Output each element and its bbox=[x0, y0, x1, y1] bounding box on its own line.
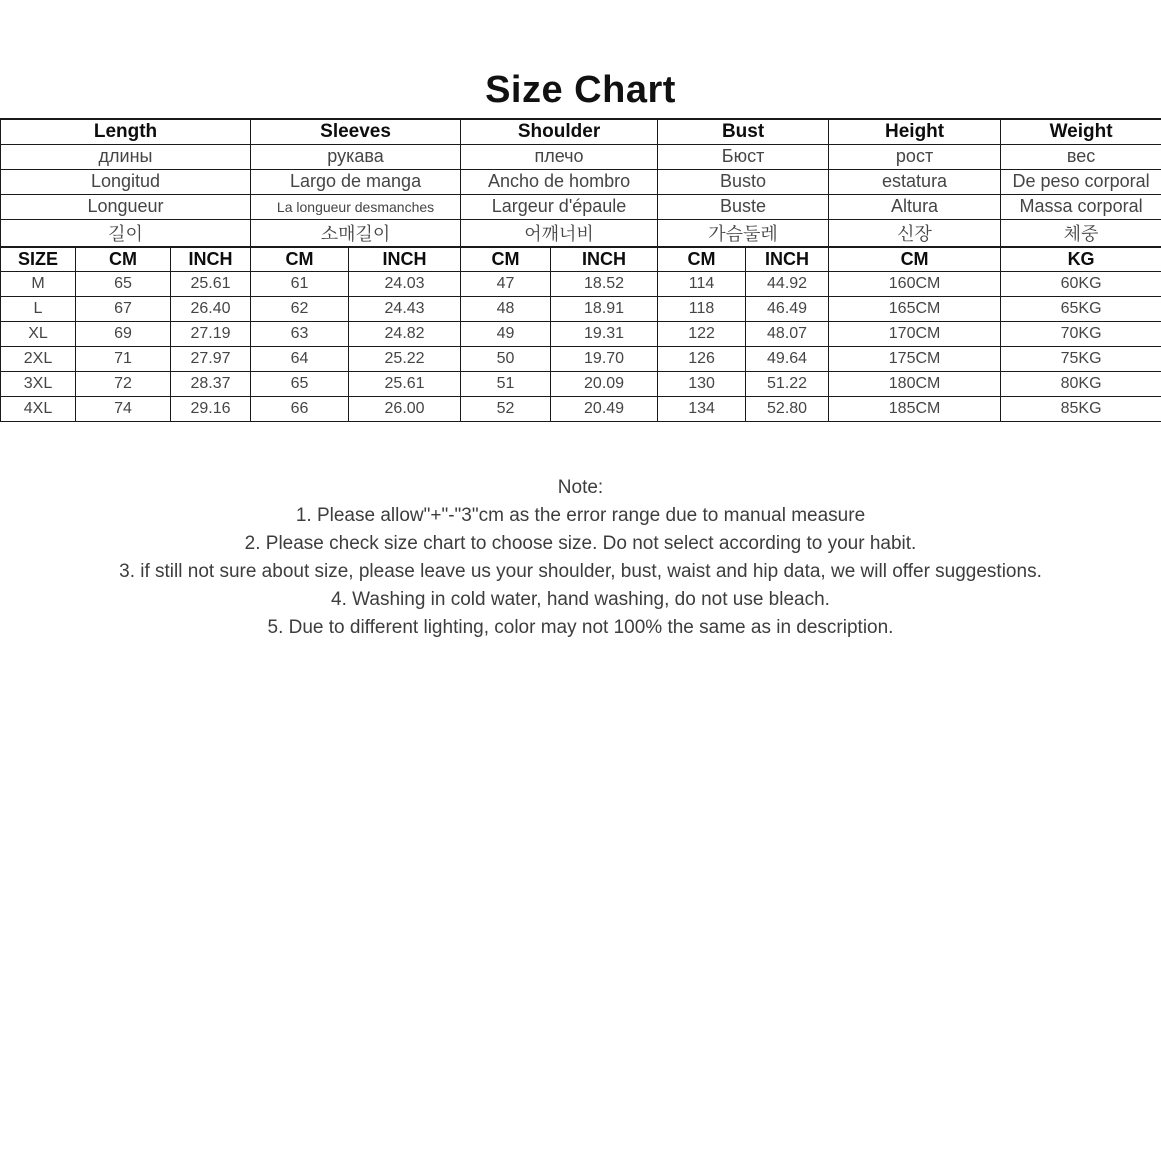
value-cell: 24.82 bbox=[349, 322, 461, 347]
header-cell: Buste bbox=[658, 194, 829, 219]
header-cell: Бюст bbox=[658, 144, 829, 169]
header-cell: плечо bbox=[461, 144, 658, 169]
value-cell: 85KG bbox=[1001, 397, 1161, 422]
value-cell: 62 bbox=[251, 297, 349, 322]
value-cell: 51.22 bbox=[746, 372, 829, 397]
unit-cell: CM bbox=[251, 247, 349, 272]
unit-cell-size: SIZE bbox=[1, 247, 76, 272]
value-cell: 175CM bbox=[829, 347, 1001, 372]
header-cell-shoulder: Shoulder bbox=[461, 119, 658, 144]
size-label-cell: 4XL bbox=[1, 397, 76, 422]
value-cell: 52 bbox=[461, 397, 551, 422]
table-row-size-3xl bbox=[1, 372, 1161, 397]
unit-cell: CM bbox=[658, 247, 746, 272]
value-cell: 66 bbox=[251, 397, 349, 422]
page-title: Size Chart bbox=[485, 69, 676, 111]
table-row-size-m bbox=[1, 272, 1161, 297]
table-row-size-xl bbox=[1, 322, 1161, 347]
value-cell: 19.70 bbox=[551, 347, 658, 372]
header-cell: 가슴둘레 bbox=[658, 219, 829, 247]
value-cell: 75KG bbox=[1001, 347, 1161, 372]
header-cell-height: Height bbox=[829, 119, 1001, 144]
value-cell: 114 bbox=[658, 272, 746, 297]
value-cell: 71 bbox=[76, 347, 171, 372]
note-line: 4. Washing in cold water, hand washing, do not use bleach. bbox=[331, 589, 830, 610]
header-cell-sleeves: Sleeves bbox=[251, 119, 461, 144]
value-cell: 20.49 bbox=[551, 397, 658, 422]
value-cell: 65 bbox=[76, 272, 171, 297]
value-cell: 48.07 bbox=[746, 322, 829, 347]
header-cell: La longueur desmanches bbox=[251, 194, 461, 219]
unit-cell: CM bbox=[829, 247, 1001, 272]
header-cell: Altura bbox=[829, 194, 1001, 219]
value-cell: 24.03 bbox=[349, 272, 461, 297]
header-cell-bust: Bust bbox=[658, 119, 829, 144]
value-cell: 72 bbox=[76, 372, 171, 397]
header-cell: длины bbox=[1, 144, 251, 169]
table-row-header-spanish bbox=[1, 169, 1161, 194]
unit-cell: INCH bbox=[746, 247, 829, 272]
value-cell: 74 bbox=[76, 397, 171, 422]
table-row-header-korean bbox=[1, 219, 1161, 247]
unit-cell: CM bbox=[461, 247, 551, 272]
header-cell: 체중 bbox=[1001, 219, 1161, 247]
size-chart-table bbox=[0, 118, 1161, 422]
header-cell: Longueur bbox=[1, 194, 251, 219]
value-cell: 46.49 bbox=[746, 297, 829, 322]
value-cell: 122 bbox=[658, 322, 746, 347]
value-cell: 118 bbox=[658, 297, 746, 322]
value-cell: 29.16 bbox=[171, 397, 251, 422]
header-cell: estatura bbox=[829, 169, 1001, 194]
value-cell: 60KG bbox=[1001, 272, 1161, 297]
value-cell: 26.00 bbox=[349, 397, 461, 422]
value-cell: 180CM bbox=[829, 372, 1001, 397]
value-cell: 28.37 bbox=[171, 372, 251, 397]
value-cell: 49.64 bbox=[746, 347, 829, 372]
notes-block bbox=[0, 474, 1161, 642]
header-cell: Longitud bbox=[1, 169, 251, 194]
size-label-cell: XL bbox=[1, 322, 76, 347]
table-row-header-french bbox=[1, 194, 1161, 219]
size-label-cell: L bbox=[1, 297, 76, 322]
value-cell: 52.80 bbox=[746, 397, 829, 422]
value-cell: 130 bbox=[658, 372, 746, 397]
size-label-cell: 2XL bbox=[1, 347, 76, 372]
value-cell: 24.43 bbox=[349, 297, 461, 322]
unit-cell: CM bbox=[76, 247, 171, 272]
unit-cell: KG bbox=[1001, 247, 1161, 272]
unit-cell: INCH bbox=[349, 247, 461, 272]
header-cell: De peso corporal bbox=[1001, 169, 1161, 194]
value-cell: 48 bbox=[461, 297, 551, 322]
value-cell: 80KG bbox=[1001, 372, 1161, 397]
unit-cell: INCH bbox=[171, 247, 251, 272]
value-cell: 185CM bbox=[829, 397, 1001, 422]
value-cell: 25.22 bbox=[349, 347, 461, 372]
value-cell: 170CM bbox=[829, 322, 1001, 347]
size-label-cell: 3XL bbox=[1, 372, 76, 397]
note-line: 1. Please allow"+"-"3"cm as the error range due to manual measure bbox=[295, 505, 866, 526]
table-row-units bbox=[1, 247, 1161, 272]
value-cell: 69 bbox=[76, 322, 171, 347]
header-cell: вес bbox=[1001, 144, 1161, 169]
value-cell: 47 bbox=[461, 272, 551, 297]
value-cell: 64 bbox=[251, 347, 349, 372]
header-cell: рост bbox=[829, 144, 1001, 169]
header-cell: Ancho de hombro bbox=[461, 169, 658, 194]
table-row-size-l bbox=[1, 297, 1161, 322]
value-cell: 61 bbox=[251, 272, 349, 297]
value-cell: 134 bbox=[658, 397, 746, 422]
value-cell: 18.91 bbox=[551, 297, 658, 322]
value-cell: 50 bbox=[461, 347, 551, 372]
value-cell: 63 bbox=[251, 322, 349, 347]
value-cell: 51 bbox=[461, 372, 551, 397]
value-cell: 67 bbox=[76, 297, 171, 322]
header-cell: Largo de manga bbox=[251, 169, 461, 194]
notes-heading: Note: bbox=[557, 477, 604, 498]
value-cell: 27.97 bbox=[171, 347, 251, 372]
note-line: 2. Please check size chart to choose size. Do not select according to your habit. bbox=[244, 533, 917, 554]
value-cell: 70KG bbox=[1001, 322, 1161, 347]
header-cell: 신장 bbox=[829, 219, 1001, 247]
table-row-size-4xl bbox=[1, 397, 1161, 422]
value-cell: 25.61 bbox=[349, 372, 461, 397]
header-cell-length: Length bbox=[1, 119, 251, 144]
value-cell: 126 bbox=[658, 347, 746, 372]
value-cell: 65 bbox=[251, 372, 349, 397]
value-cell: 160CM bbox=[829, 272, 1001, 297]
header-cell: Busto bbox=[658, 169, 829, 194]
table-row-header-english bbox=[1, 119, 1161, 144]
value-cell: 44.92 bbox=[746, 272, 829, 297]
value-cell: 165CM bbox=[829, 297, 1001, 322]
table-row-header-russian bbox=[1, 144, 1161, 169]
note-line: 5. Due to different lighting, color may not 100% the same as in description. bbox=[267, 617, 894, 638]
value-cell: 27.19 bbox=[171, 322, 251, 347]
size-label-cell: M bbox=[1, 272, 76, 297]
header-cell: Massa corporal bbox=[1001, 194, 1161, 219]
header-cell: 어깨너비 bbox=[461, 219, 658, 247]
header-cell: 소매길이 bbox=[251, 219, 461, 247]
header-cell: Largeur d'épaule bbox=[461, 194, 658, 219]
value-cell: 65KG bbox=[1001, 297, 1161, 322]
value-cell: 20.09 bbox=[551, 372, 658, 397]
value-cell: 26.40 bbox=[171, 297, 251, 322]
value-cell: 19.31 bbox=[551, 322, 658, 347]
header-cell: 길이 bbox=[1, 219, 251, 247]
header-cell: рукава bbox=[251, 144, 461, 169]
note-line: 3. if still not sure about size, please leave us your shoulder, bust, waist and hip data, we will offer suggestions. bbox=[119, 561, 1042, 582]
unit-cell: INCH bbox=[551, 247, 658, 272]
table-row-size-2xl bbox=[1, 347, 1161, 372]
value-cell: 25.61 bbox=[171, 272, 251, 297]
value-cell: 18.52 bbox=[551, 272, 658, 297]
value-cell: 49 bbox=[461, 322, 551, 347]
header-cell-weight: Weight bbox=[1001, 119, 1161, 144]
